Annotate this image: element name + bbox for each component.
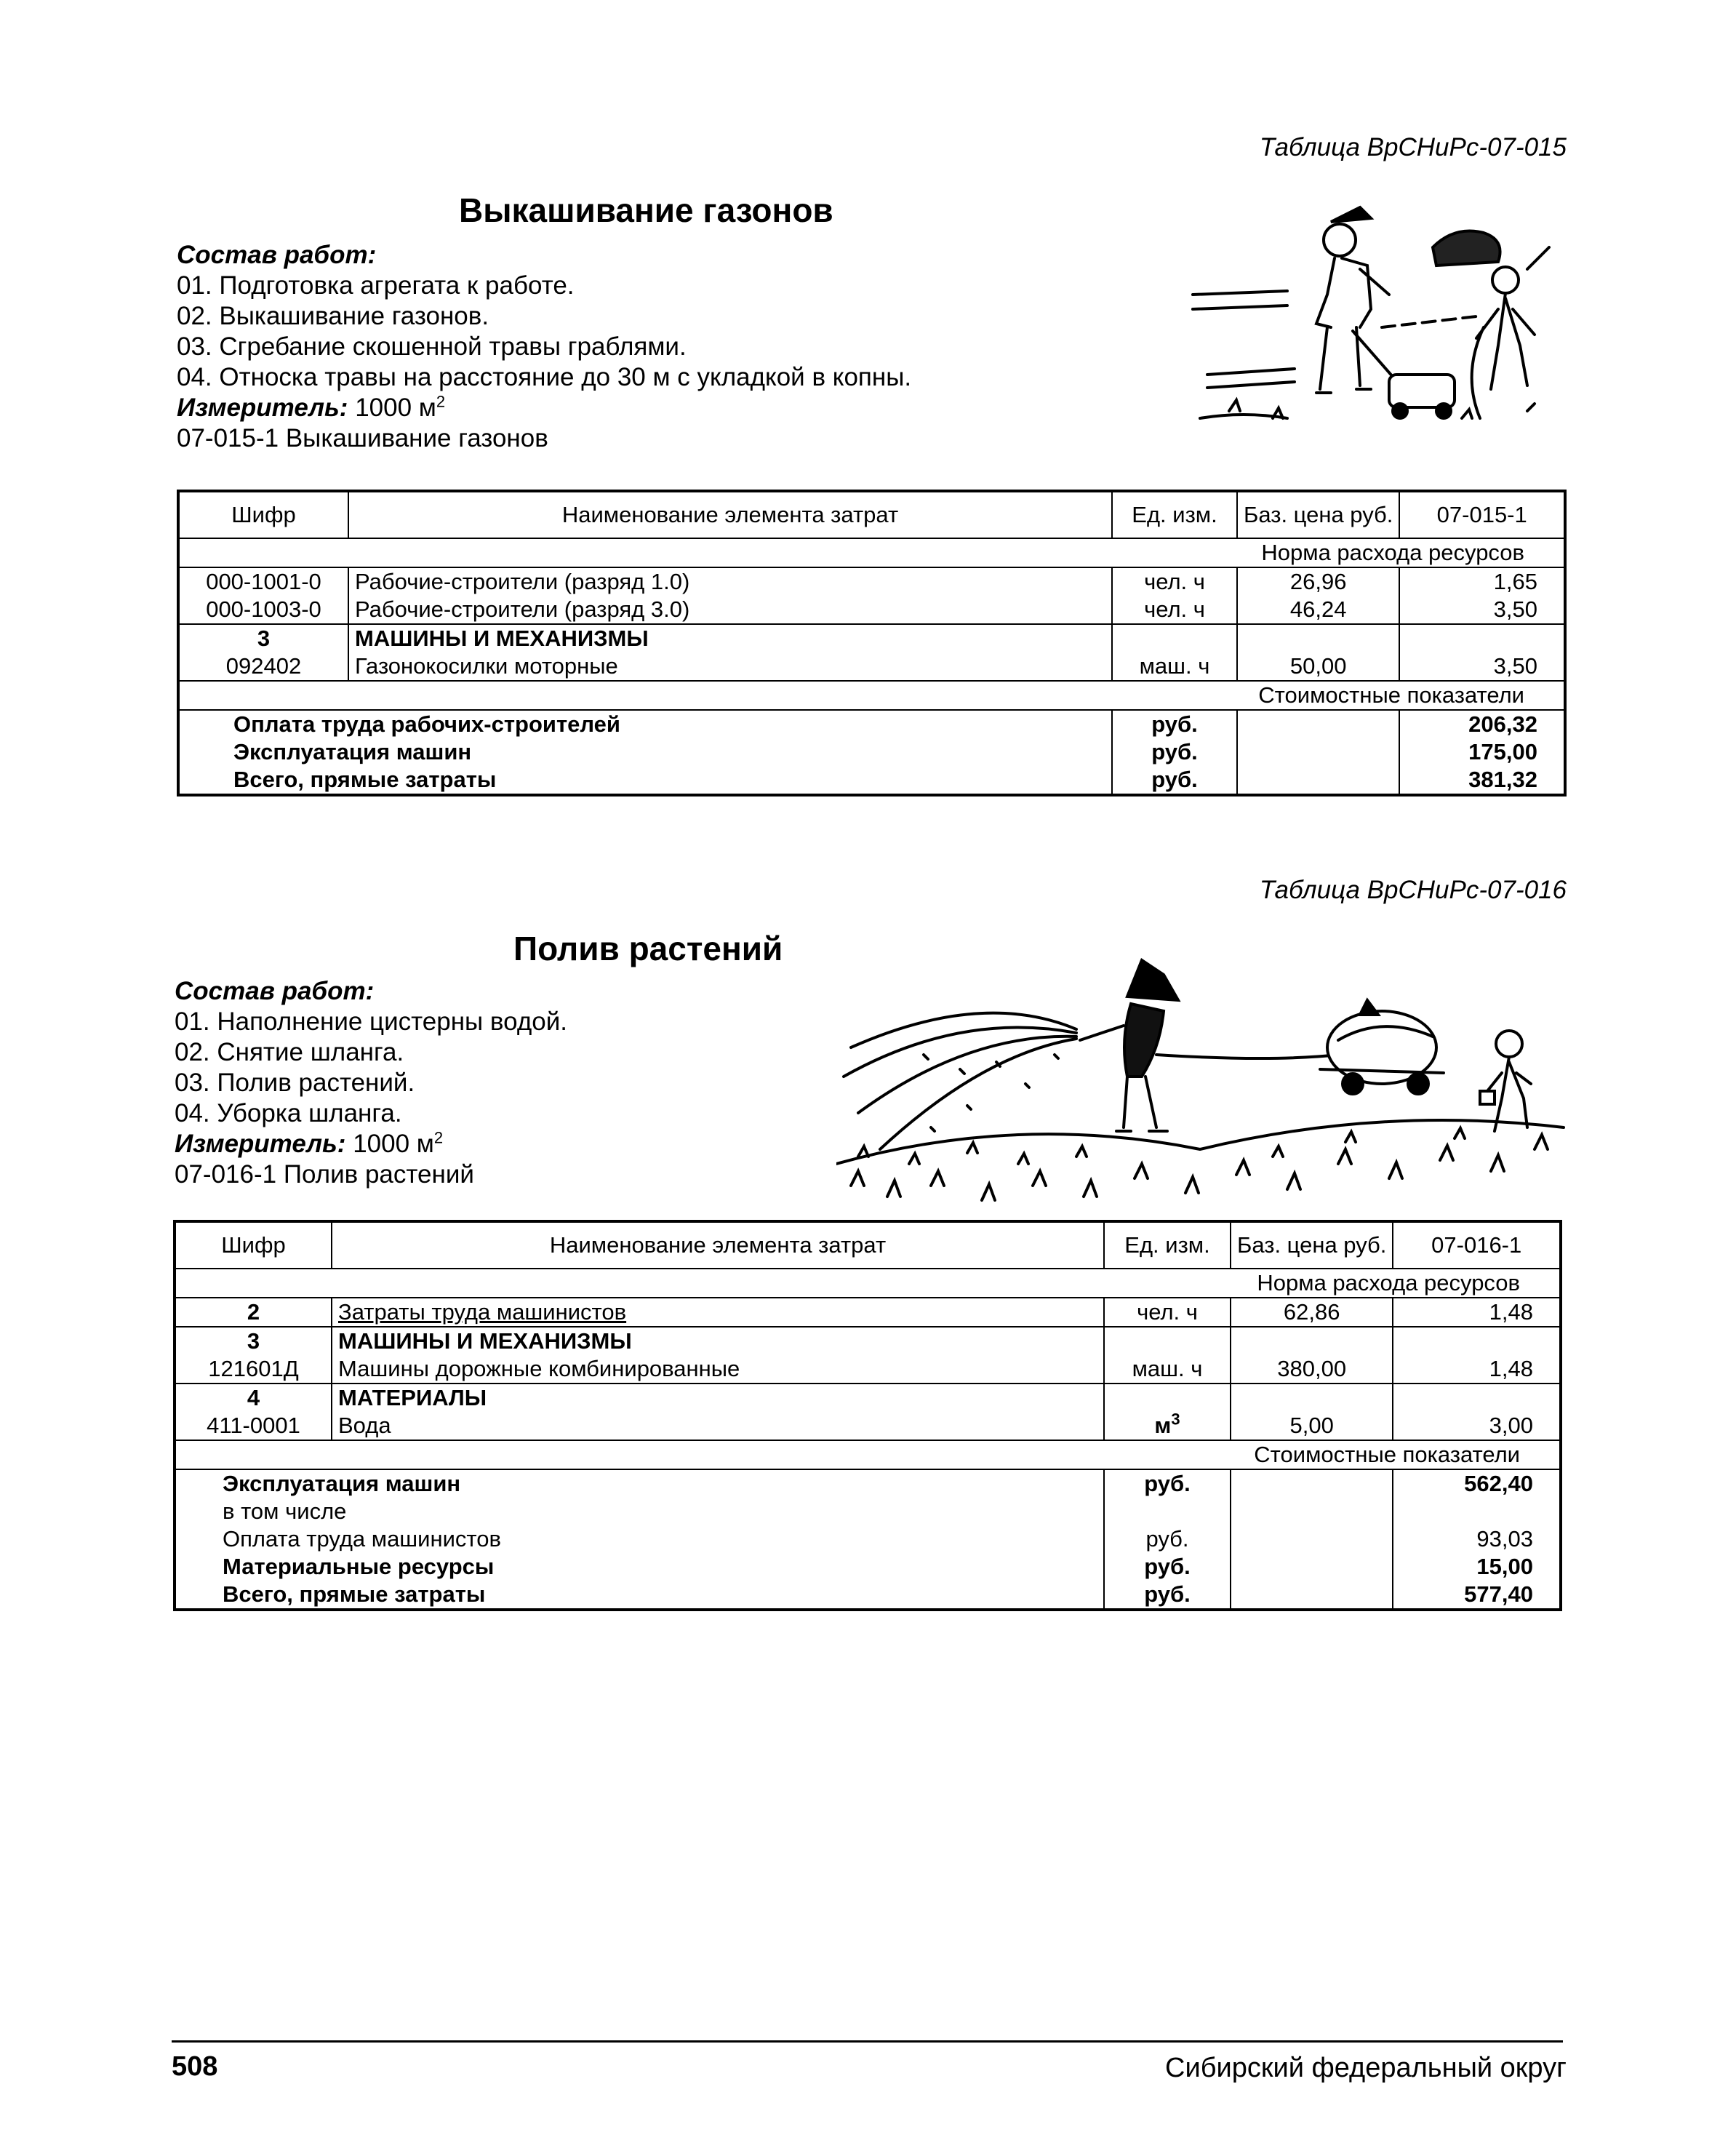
cost-row <box>178 738 1565 766</box>
row-name: Вода <box>332 1412 1104 1440</box>
table-row <box>175 1327 1561 1355</box>
row-unit: чел. ч <box>1112 596 1237 624</box>
cost-price-empty <box>1231 1498 1393 1525</box>
cost-value: 562,40 <box>1393 1469 1561 1498</box>
cost-name: Оплата труда машинистов <box>223 1526 501 1552</box>
section-title: Выкашивание газонов <box>459 191 833 229</box>
header-name: Наименование элемента затрат <box>348 491 1112 538</box>
norm-label-row <box>175 1269 1561 1298</box>
cost-unit: руб. <box>1112 766 1237 795</box>
work-composition <box>177 240 911 454</box>
cost-price-empty <box>1231 1525 1393 1553</box>
row-value <box>1393 1384 1561 1412</box>
cost-price-empty <box>1231 1581 1393 1610</box>
work-item: 01. Наполнение цистерны водой. <box>175 1007 567 1036</box>
row-unit <box>1104 1384 1231 1412</box>
row-name: МАШИНЫ И МЕХАНИЗМЫ <box>332 1327 1104 1355</box>
resource-table <box>177 490 1567 796</box>
cost-label: Стоимостные показатели <box>178 681 1565 710</box>
row-unit-text: м <box>1154 1413 1172 1438</box>
cost-price-empty <box>1231 1469 1393 1498</box>
row-name: Рабочие-строители (разряд 3.0) <box>348 596 1112 624</box>
cost-row <box>175 1498 1561 1525</box>
cost-price-empty <box>1231 1553 1393 1581</box>
cost-name: в том числе <box>223 1498 347 1524</box>
row-price <box>1237 624 1399 652</box>
norm-label-row <box>178 538 1565 567</box>
cost-row <box>175 1469 1561 1498</box>
row-price: 26,96 <box>1237 567 1399 596</box>
cost-name: Всего, прямые затраты <box>223 1581 486 1607</box>
row-value: 1,65 <box>1399 567 1565 596</box>
row-value: 1,48 <box>1393 1355 1561 1384</box>
work-item: 03. Сгребание скошенной травы граблями. <box>177 332 687 361</box>
row-unit: маш. ч <box>1104 1355 1231 1384</box>
section-title: Полив растений <box>513 930 783 967</box>
cost-unit: руб. <box>1104 1553 1231 1581</box>
cost-row <box>178 766 1565 795</box>
work-item: 02. Снятие шланга. <box>175 1038 404 1066</box>
cost-value: 175,00 <box>1399 738 1565 766</box>
row-code: 000-1003-0 <box>206 596 321 622</box>
row-code: 4 <box>175 1384 332 1412</box>
row-price <box>1231 1384 1393 1412</box>
work-item: 04. Относка травы на расстояние до 30 м с укладкой в копны. <box>177 363 912 391</box>
plant-watering-illustration <box>836 946 1571 1222</box>
row-value: 3,50 <box>1399 652 1565 681</box>
row-price: 50,00 <box>1237 652 1399 681</box>
cost-name: Материальные ресурсы <box>223 1554 495 1579</box>
footer-divider <box>172 2040 1563 2043</box>
table-row <box>178 596 1565 624</box>
row-price <box>1231 1327 1393 1355</box>
cost-price-empty <box>1237 710 1399 738</box>
row-code: 000-1001-0 <box>206 569 321 594</box>
lawn-mowing-illustration <box>1185 200 1564 433</box>
cost-unit: руб. <box>1112 738 1237 766</box>
cost-unit: руб. <box>1104 1525 1231 1553</box>
work-heading: Состав работ: <box>177 241 377 269</box>
row-name: Затраты труда машинистов <box>332 1298 1104 1327</box>
cost-row <box>175 1581 1561 1610</box>
row-value: 3,50 <box>1399 596 1565 624</box>
row-name: МАТЕРИАЛЫ <box>332 1384 1104 1412</box>
cost-unit <box>1104 1498 1231 1525</box>
meter-value: 1000 м <box>355 394 436 422</box>
cost-unit: руб. <box>1104 1469 1231 1498</box>
table-label: Таблица ВрСНиРс-07-016 <box>1259 876 1567 904</box>
cost-value: 93,03 <box>1393 1525 1561 1553</box>
meter-line <box>177 393 911 423</box>
header-price: Баз. цена руб. <box>1231 1221 1393 1269</box>
row-unit <box>1104 1327 1231 1355</box>
cost-price-empty <box>1237 738 1399 766</box>
table-row <box>175 1384 1561 1412</box>
row-value <box>1393 1327 1561 1355</box>
cost-row <box>178 710 1565 738</box>
cost-name: Оплата труда рабочих-строителей <box>233 711 620 737</box>
row-code: 411-0001 <box>207 1413 300 1438</box>
row-code: 3 <box>175 1327 332 1355</box>
header-code: Шифр <box>175 1221 332 1269</box>
row-name: МАШИНЫ И МЕХАНИЗМЫ <box>348 624 1112 652</box>
work-item: 01. Подготовка агрегата к работе. <box>177 271 575 300</box>
row-unit <box>1112 624 1237 652</box>
table-row <box>178 567 1565 596</box>
work-heading: Состав работ: <box>175 977 375 1005</box>
row-code: 092402 <box>225 653 302 679</box>
table-header-row <box>178 491 1565 538</box>
cost-name: Всего, прямые затраты <box>233 767 497 792</box>
meter-power: 2 <box>433 1128 444 1147</box>
row-value: 3,00 <box>1393 1412 1561 1440</box>
cost-value: 206,32 <box>1399 710 1565 738</box>
cost-label-row <box>178 681 1565 710</box>
footer-region: Сибирский федеральный округ <box>1165 2053 1567 2083</box>
page-number: 508 <box>172 2051 218 2082</box>
meter-label: Измеритель: <box>177 394 348 422</box>
resource-table <box>173 1220 1562 1611</box>
row-price: 380,00 <box>1231 1355 1393 1384</box>
table-row <box>175 1412 1561 1440</box>
row-price: 62,86 <box>1231 1298 1393 1327</box>
cost-row <box>175 1525 1561 1553</box>
work-item: 03. Полив растений. <box>175 1069 415 1097</box>
cost-value: 577,40 <box>1393 1581 1561 1610</box>
header-unit: Ед. изм. <box>1104 1221 1231 1269</box>
row-price: 46,24 <box>1237 596 1399 624</box>
meter-value: 1000 м <box>353 1130 434 1158</box>
header-norm: 07-016-1 <box>1393 1221 1561 1269</box>
row-unit-power: 3 <box>1171 1410 1180 1429</box>
table-row <box>175 1298 1561 1327</box>
cost-label: Стоимостные показатели <box>175 1440 1561 1469</box>
norm-label: Норма расхода ресурсов <box>178 538 1565 567</box>
row-name: Машины дорожные комбинированные <box>332 1355 1104 1384</box>
cost-value: 15,00 <box>1393 1553 1561 1581</box>
meter-line <box>175 1129 567 1159</box>
row-name: Газонокосилки моторные <box>348 652 1112 681</box>
table-row <box>178 652 1565 681</box>
row-name: Рабочие-строители (разряд 1.0) <box>348 567 1112 596</box>
header-norm: 07-015-1 <box>1399 491 1565 538</box>
cost-value: 381,32 <box>1399 766 1565 795</box>
row-value: 1,48 <box>1393 1298 1561 1327</box>
cost-unit: руб. <box>1112 710 1237 738</box>
header-unit: Ед. изм. <box>1112 491 1237 538</box>
section-subtitle: 07-015-1 Выкашивание газонов <box>177 424 548 452</box>
cost-name: Эксплуатация машин <box>223 1471 461 1496</box>
row-unit <box>1104 1412 1231 1440</box>
meter-power: 2 <box>436 392 446 411</box>
work-item: 02. Выкашивание газонов. <box>177 302 489 330</box>
row-price: 5,00 <box>1231 1412 1393 1440</box>
row-value <box>1399 624 1565 652</box>
cost-row <box>175 1553 1561 1581</box>
row-unit: чел. ч <box>1112 567 1237 596</box>
meter-label: Измеритель: <box>175 1130 346 1158</box>
row-code: 3 <box>178 624 348 652</box>
cost-value <box>1393 1498 1561 1525</box>
header-code: Шифр <box>178 491 348 538</box>
cost-name: Эксплуатация машин <box>233 739 472 764</box>
row-unit: чел. ч <box>1104 1298 1231 1327</box>
table-label: Таблица ВрСНиРс-07-015 <box>1259 133 1567 161</box>
row-code: 121601Д <box>208 1356 299 1381</box>
norm-label: Норма расхода ресурсов <box>175 1269 1561 1298</box>
work-composition <box>175 976 567 1190</box>
header-price: Баз. цена руб. <box>1237 491 1399 538</box>
section-subtitle: 07-016-1 Полив растений <box>175 1160 474 1189</box>
row-code: 2 <box>247 1299 260 1325</box>
row-unit: маш. ч <box>1112 652 1237 681</box>
cost-unit: руб. <box>1104 1581 1231 1610</box>
cost-label-row <box>175 1440 1561 1469</box>
header-name: Наименование элемента затрат <box>332 1221 1104 1269</box>
cost-price-empty <box>1237 766 1399 795</box>
table-header-row <box>175 1221 1561 1269</box>
table-row <box>175 1355 1561 1384</box>
work-item: 04. Уборка шланга. <box>175 1099 402 1127</box>
table-row <box>178 624 1565 652</box>
